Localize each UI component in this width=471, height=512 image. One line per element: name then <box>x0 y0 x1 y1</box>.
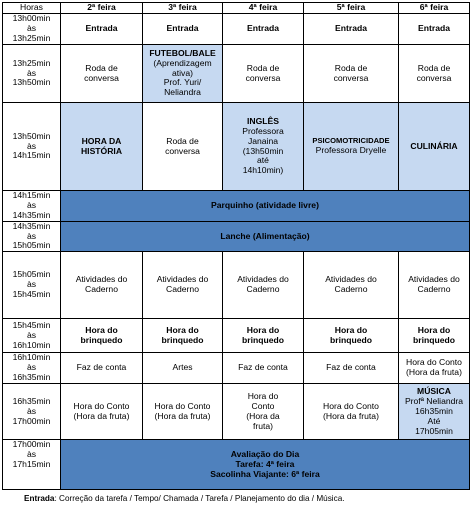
cell-atividades-thu: Atividades do Caderno <box>304 252 399 319</box>
cell-ingles-wed: INGLÊS Professora Janaina (13h50min até 14h10min) <box>223 103 304 191</box>
table-row <box>3 221 470 252</box>
cell-hora-conto-tue: Hora do Conto (Hora da fruta) <box>143 384 223 440</box>
table-row <box>3 103 470 191</box>
cell-roda-wed: Roda de conversa <box>223 45 304 103</box>
band-lanche: Lanche (Alimentação) <box>61 221 470 252</box>
band-parquinho: Parquinho (atividade livre) <box>61 191 470 222</box>
cell-faz-de-conta-mon: Faz de conta <box>61 353 143 384</box>
table-row <box>3 353 470 384</box>
header-row <box>3 3 470 14</box>
cell-brinquedo-tue: Hora do brinquedo <box>143 319 223 353</box>
cell-atividades-wed: Atividades do Caderno <box>223 252 304 319</box>
cell-brinquedo-thu: Hora do brinquedo <box>304 319 399 353</box>
cell-brinquedo-fri: Hora do brinquedo <box>399 319 470 353</box>
table-row <box>3 440 470 490</box>
cell-hora-conto-mon: Hora do Conto (Hora da fruta) <box>61 384 143 440</box>
time-cell: 13h00min às 13h25min <box>3 14 61 45</box>
cell-roda-mon: Roda de conversa <box>61 45 143 103</box>
day-header-thu: 5ª feira <box>304 3 399 14</box>
cell-hora-historia-mon: HORA DA HISTÓRIA <box>61 103 143 191</box>
time-cell: 15h05min às 15h45min <box>3 252 61 319</box>
footer-note <box>24 494 345 503</box>
cell-roda-tue: Roda de conversa <box>143 103 223 191</box>
cell-artes-tue: Artes <box>143 353 223 384</box>
time-cell: 14h35min às 15h05min <box>3 221 61 252</box>
time-cell: 16h10min às 16h35min <box>3 353 61 384</box>
table-row <box>3 45 470 103</box>
table-row <box>3 384 470 440</box>
cell-brinquedo-wed: Hora do brinquedo <box>223 319 304 353</box>
cell-atividades-tue: Atividades do Caderno <box>143 252 223 319</box>
day-header-mon: 2ª feira <box>61 3 143 14</box>
footer-text: : Correção da tarefa / Tempo/ Chamada / Tarefa / Planejamento do dia / Música. <box>54 494 345 503</box>
time-cell: 14h15min às 14h35min <box>3 191 61 222</box>
schedule-table <box>2 2 470 490</box>
table-row <box>3 14 470 45</box>
cell-brinquedo-mon: Hora do brinquedo <box>61 319 143 353</box>
cell-musica-fri: MÚSICA Profª Neliandra 16h35min Até 17h05min <box>399 384 470 440</box>
cell-atividades-fri: Atividades do Caderno <box>399 252 470 319</box>
time-cell: 16h35min às 17h00min <box>3 384 61 440</box>
cell-entrada-wed: Entrada <box>223 14 304 45</box>
cell-futebol-tue: FUTEBOL/BALE (Aprendizagem ativa) Prof. Yuri/ Neliandra <box>143 45 223 103</box>
cell-entrada-tue: Entrada <box>143 14 223 45</box>
time-cell: 13h50min às 14h15min <box>3 103 61 191</box>
day-header-wed: 4ª feira <box>223 3 304 14</box>
table-row <box>3 191 470 222</box>
cell-faz-de-conta-thu: Faz de conta <box>304 353 399 384</box>
cell-hora-conto-fri: Hora do Conto (Hora da fruta) <box>399 353 470 384</box>
day-header-fri: 6ª feira <box>399 3 470 14</box>
cell-hora-conto-wed: Hora do Conto (Hora da fruta) <box>223 384 304 440</box>
cell-roda-thu: Roda de conversa <box>304 45 399 103</box>
cell-entrada-thu: Entrada <box>304 14 399 45</box>
hours-header: Horas <box>3 3 61 14</box>
cell-roda-fri: Roda de conversa <box>399 45 470 103</box>
time-cell: 17h00min às 17h15min <box>3 440 61 490</box>
footer-label: Entrada <box>24 494 55 503</box>
band-avaliacao: Avaliação do Dia Tarefa: 4ª feira Sacolinha Viajante: 6ª feira <box>61 440 470 490</box>
cell-entrada-fri: Entrada <box>399 14 470 45</box>
cell-faz-de-conta-wed: Faz de conta <box>223 353 304 384</box>
cell-entrada-mon: Entrada <box>61 14 143 45</box>
day-header-tue: 3ª feira <box>143 3 223 14</box>
time-cell: 13h25min às 13h50min <box>3 45 61 103</box>
table-row <box>3 252 470 319</box>
cell-psicomotricidade-thu: PSICOMOTRICIDADE Professora Dryelle <box>304 103 399 191</box>
table-row <box>3 319 470 353</box>
cell-culinaria-fri: CULINÁRIA <box>399 103 470 191</box>
cell-hora-conto-thu: Hora do Conto (Hora da fruta) <box>304 384 399 440</box>
cell-atividades-mon: Atividades do Caderno <box>61 252 143 319</box>
time-cell: 15h45min às 16h10min <box>3 319 61 353</box>
